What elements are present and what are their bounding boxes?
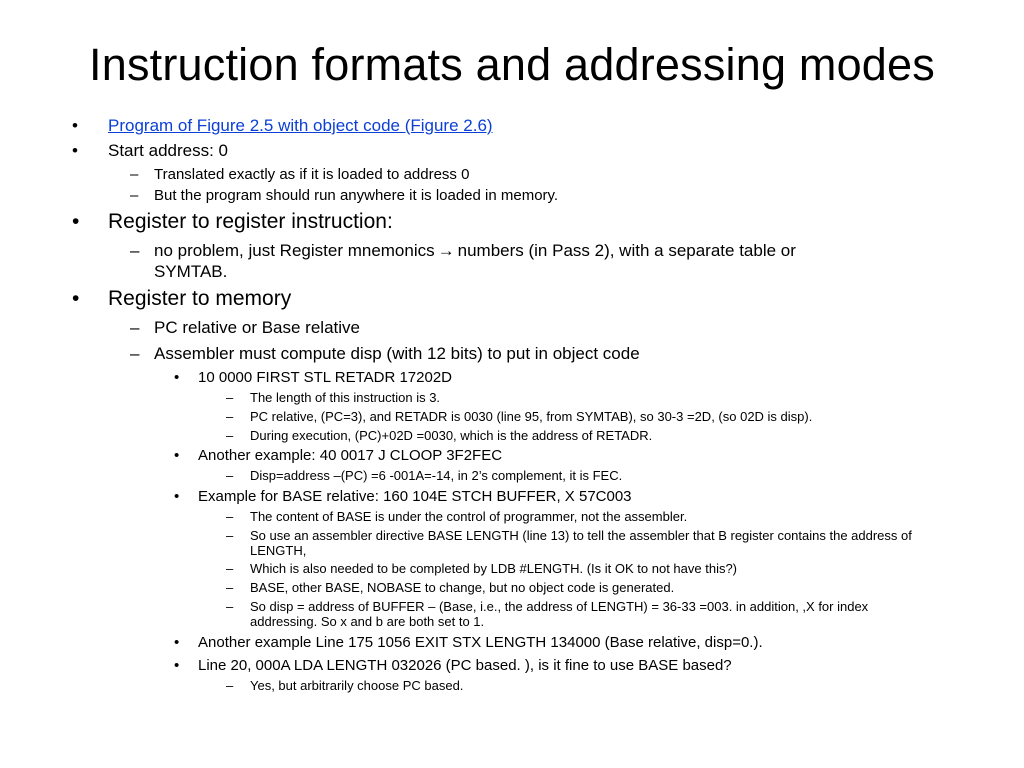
example-line: Example for BASE relative: 160 104E STCH BUFFER, X 57C003	[198, 488, 632, 505]
bullet-marker: •	[174, 657, 180, 674]
sub-bullet: Assembler must compute disp (with 12 bits) to put in object code	[154, 344, 640, 363]
bullet-register-to-memory: Register to memory	[108, 287, 292, 310]
bullet-marker: •	[174, 634, 180, 651]
bullet-marker: •	[72, 287, 80, 310]
dash-marker: –	[226, 409, 234, 424]
dash-marker: –	[226, 428, 234, 443]
dash-marker: –	[226, 678, 234, 693]
bullet-marker: •	[174, 447, 180, 464]
sub-bullet-mnemonics	[154, 241, 796, 261]
sub-bullet-continuation: SYMTAB.	[154, 262, 228, 281]
example-line: Line 20, 000A LDA LENGTH 032026 (PC based. ), is it fine to use BASE based?	[198, 657, 732, 674]
mnemonics-text: no problem, just Register mnemonics	[154, 241, 435, 260]
bullet-marker: •	[72, 210, 80, 233]
bullet-start-address: Start address: 0	[108, 141, 229, 160]
sub-bullet: PC relative or Base relative	[154, 318, 360, 337]
detail-line: BASE, other BASE, NOBASE to change, but no object code is generated.	[250, 580, 675, 595]
figure-link[interactable]: Program of Figure 2.5 with object code (Figure 2.6)	[108, 116, 493, 135]
bullet-marker: •	[174, 369, 180, 386]
detail-line: The length of this instruction is 3.	[250, 390, 441, 405]
detail-line: So use an assembler directive BASE LENGTH (line 13) to tell the assembler that B register contains the address of	[250, 528, 912, 543]
detail-line-continuation: LENGTH,	[250, 543, 307, 558]
numbers-text: numbers (in Pass 2), with a separate table or	[457, 241, 796, 260]
detail-line-continuation: addressing. So x and b are both set to 1.	[250, 614, 485, 629]
slide-title: Instruction formats and addressing modes	[89, 39, 935, 90]
example-line: Another example: 40 0017 J CLOOP 3F2FEC	[198, 447, 503, 464]
detail-line: PC relative, (PC=3), and RETADR is 0030 (line 95, from SYMTAB), so 30-3 =2D, (so 02D is disp).	[250, 409, 813, 424]
detail-line: Disp=address –(PC) =6 -001A=-14, in 2’s complement, it is FEC.	[250, 468, 623, 483]
dash-marker: –	[226, 390, 234, 405]
detail-line: Which is also needed to be completed by LDB #LENGTH. (Is it OK to not have this?)	[250, 561, 738, 576]
dash-marker: –	[226, 509, 234, 524]
dash-marker: –	[226, 468, 234, 483]
detail-line: Yes, but arbitrarily choose PC based.	[250, 678, 464, 693]
sub-bullet: But the program should run anywhere it is loaded in memory.	[154, 187, 559, 204]
dash-marker: –	[226, 580, 234, 595]
dash-marker: –	[226, 599, 234, 614]
dash-marker: –	[130, 318, 140, 337]
detail-line: The content of BASE is under the control of programmer, not the assembler.	[250, 509, 688, 524]
dash-marker: –	[130, 241, 140, 260]
sub-bullet: Translated exactly as if it is loaded to address 0	[154, 166, 470, 183]
arrow-right-icon: →	[437, 241, 455, 260]
example-line: Another example Line 175 1056 EXIT STX LENGTH 134000 (Base relative, disp=0.).	[198, 634, 763, 651]
bullet-marker: •	[174, 488, 180, 505]
detail-line: During execution, (PC)+02D =0030, which is the address of RETADR.	[250, 428, 653, 443]
dash-marker: –	[226, 561, 234, 576]
bullet-register-to-register: Register to register instruction:	[108, 210, 393, 233]
dash-marker: –	[130, 344, 140, 363]
bullet-marker: •	[72, 141, 78, 160]
dash-marker: –	[130, 187, 139, 204]
detail-line: So disp = address of BUFFER – (Base, i.e., the address of LENGTH) = 36-33 =003. in addition, ,X for index	[250, 599, 869, 614]
bullet-marker: •	[72, 116, 78, 135]
dash-marker: –	[130, 166, 139, 183]
example-line: 10 0000 FIRST STL RETADR 17202D	[198, 369, 453, 386]
dash-marker: –	[226, 528, 234, 543]
